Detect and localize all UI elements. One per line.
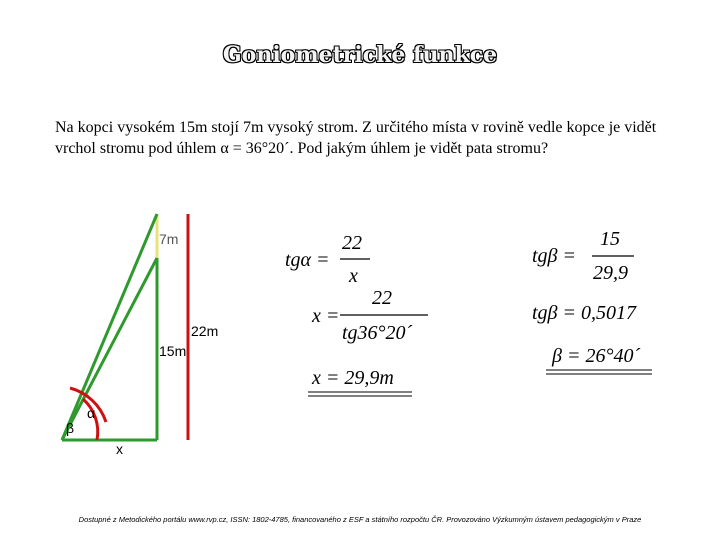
eq2-left-numerator: 22 xyxy=(372,287,392,309)
problem-text: Na kopci vysokém 15m stojí 7m vysoký strom. Z určitého místa v rovině vedle kopce je vidět vrchol stromu pod úhlem α = 36°20´. Pod jakým úhlem je vidět pata stromu? xyxy=(55,119,657,157)
eq1-left-denominator: x xyxy=(349,265,358,287)
page-title: Goniometrické funkce xyxy=(222,42,498,68)
eq1-left-lhs: tgα = xyxy=(285,249,330,271)
total-height-label: 22m xyxy=(191,323,219,339)
sight-line-base xyxy=(62,258,157,440)
x-label: x xyxy=(116,441,123,457)
hill-label: 15m xyxy=(159,343,187,359)
alpha-label: α xyxy=(87,405,96,421)
footer-credit: Dostupné z Metodického portálu www.rvp.cz, ISSN: 1802-4785, financovaného z ESF a státního rozpočtu ČR. Provozováno Výzkumným ústavem pedagogickým v Praze xyxy=(78,515,642,524)
eq1-right-denominator: 29,9 xyxy=(593,262,628,284)
eq1-right-lhs: tgβ = xyxy=(532,245,577,267)
tree-label: 7m xyxy=(159,231,179,247)
eq2-left-lhs: x = xyxy=(312,305,340,327)
eq3-left: x = 29,9m xyxy=(312,367,394,389)
beta-label: β xyxy=(66,420,75,436)
eq2-left-denominator: tg36°20´ xyxy=(342,322,413,344)
eq1-right-numerator: 15 xyxy=(600,228,620,250)
eq2-right: tgβ = 0,5017 xyxy=(532,302,637,324)
eq3-right: β = 26°40´ xyxy=(552,345,641,367)
sight-line-top xyxy=(62,214,157,440)
eq1-left-numerator: 22 xyxy=(342,232,362,254)
